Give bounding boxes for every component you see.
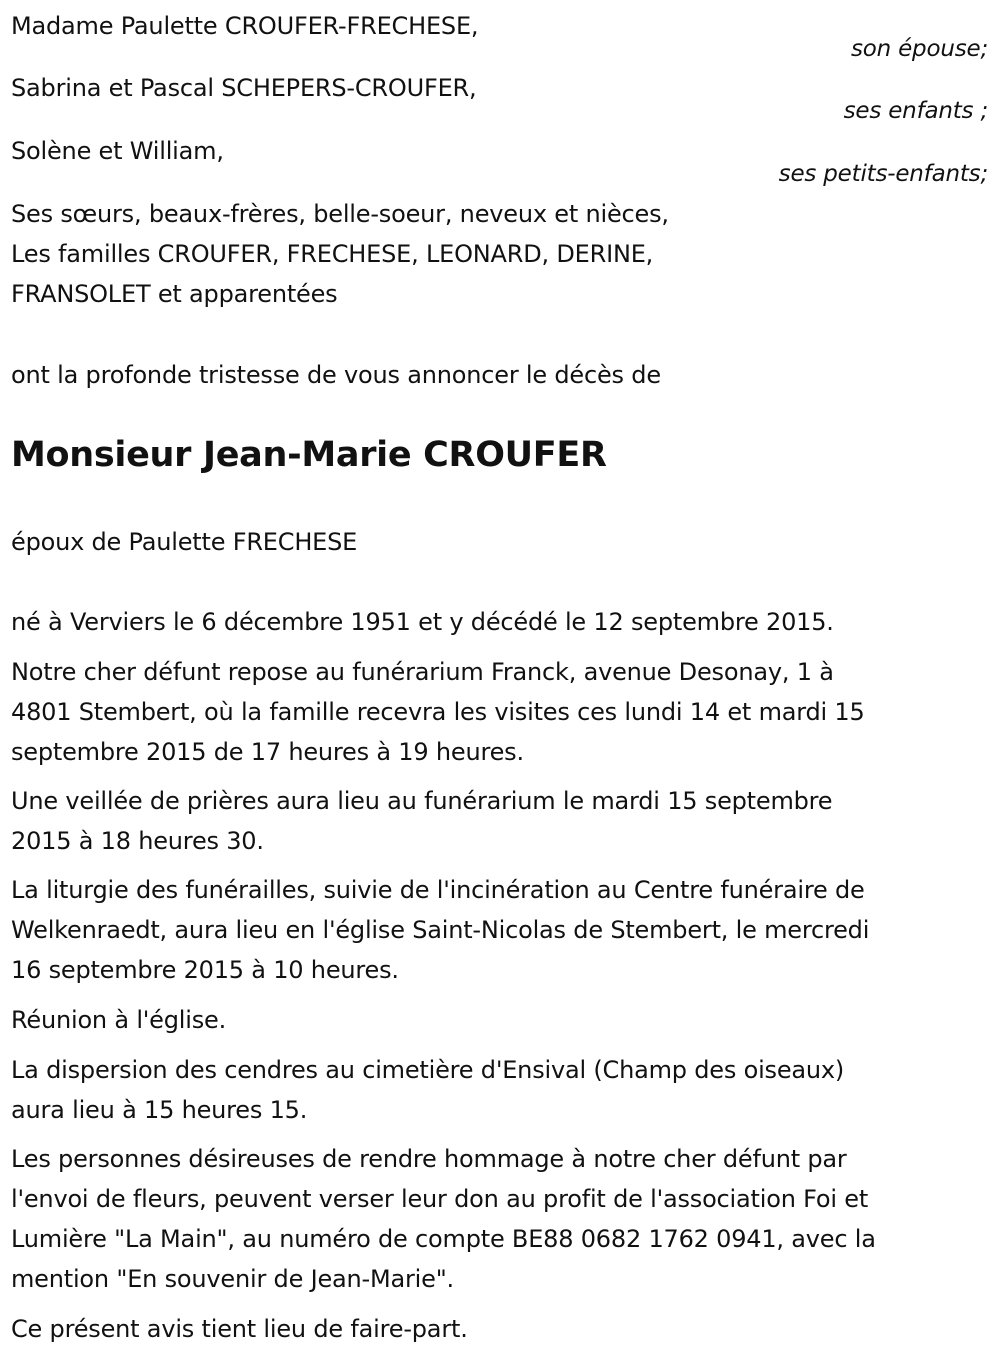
children-role: ses enfants ; [843, 98, 988, 124]
paragraph-line: Welkenraedt, aura lieu en l'église Saint-Nicolas de Stembert, le mercredi [11, 916, 870, 944]
spouse-name: Madame Paulette CROUFER-FRECHESE, [11, 12, 479, 40]
notice-paragraph [11, 1309, 981, 1349]
paragraph-line: 4801 Stembert, où la famille recevra les visites ces lundi 14 et mardi 15 [11, 698, 865, 726]
rest-paragraph [11, 652, 981, 772]
paragraph-line: 16 septembre 2015 à 10 heures. [11, 956, 399, 984]
ashes-paragraph [11, 1050, 981, 1130]
paragraph-line: mention "En souvenir de Jean-Marie". [11, 1265, 454, 1293]
spouse-role: son épouse; [850, 36, 988, 62]
paragraph-line: septembre 2015 de 17 heures à 19 heures. [11, 738, 524, 766]
paragraph-line: La liturgie des funérailles, suivie de l'incinération au Centre funéraire de [11, 876, 865, 904]
relatives-line: Les familles CROUFER, FRECHESE, LEONARD, DERINE, [11, 240, 654, 268]
paragraph-line: Notre cher défunt repose au funérarium Franck, avenue Desonay, 1 à [11, 658, 834, 686]
paragraph-line: 2015 à 18 heures 30. [11, 827, 264, 855]
paragraph-line: aura lieu à 15 heures 15. [11, 1096, 308, 1124]
grandchildren-names: Solène et William, [11, 137, 224, 165]
donation-paragraph [11, 1139, 981, 1299]
paragraph-line: Lumière "La Main", au numéro de compte BE88 0682 1762 0941, avec la [11, 1225, 876, 1253]
grandchildren-role: ses petits-enfants; [778, 161, 988, 187]
deceased-name: Monsieur Jean-Marie CROUFER [11, 435, 607, 475]
birth-death-text: né à Verviers le 6 décembre 1951 et y décédé le 12 septembre 2015. [11, 608, 834, 636]
children-names: Sabrina et Pascal SCHEPERS-CROUFER, [11, 74, 477, 102]
paragraph-line: Une veillée de prières aura lieu au funérarium le mardi 15 septembre [11, 787, 833, 815]
paragraph-line: Ce présent avis tient lieu de faire-part. [11, 1315, 468, 1343]
paragraph-line: l'envoi de fleurs, peuvent verser leur don au profit de l'association Foi et [11, 1185, 869, 1213]
spouse-of-text: époux de Paulette FRECHESE [11, 528, 358, 556]
paragraph-line: Les personnes désireuses de rendre hommage à notre cher défunt par [11, 1145, 847, 1173]
announcement-text: ont la profonde tristesse de vous annoncer le décès de [11, 361, 661, 389]
paragraph-line: Réunion à l'église. [11, 1006, 227, 1034]
meeting-paragraph [11, 1000, 981, 1040]
paragraph-line: La dispersion des cendres au cimetière d'Ensival (Champ des oiseaux) [11, 1056, 845, 1084]
relatives-list [11, 194, 981, 314]
relatives-line: Ses sœurs, beaux-frères, belle-soeur, neveux et nièces, [11, 200, 669, 228]
relatives-line: FRANSOLET et apparentées [11, 280, 338, 308]
vigil-paragraph [11, 781, 981, 861]
liturgy-paragraph [11, 870, 981, 990]
